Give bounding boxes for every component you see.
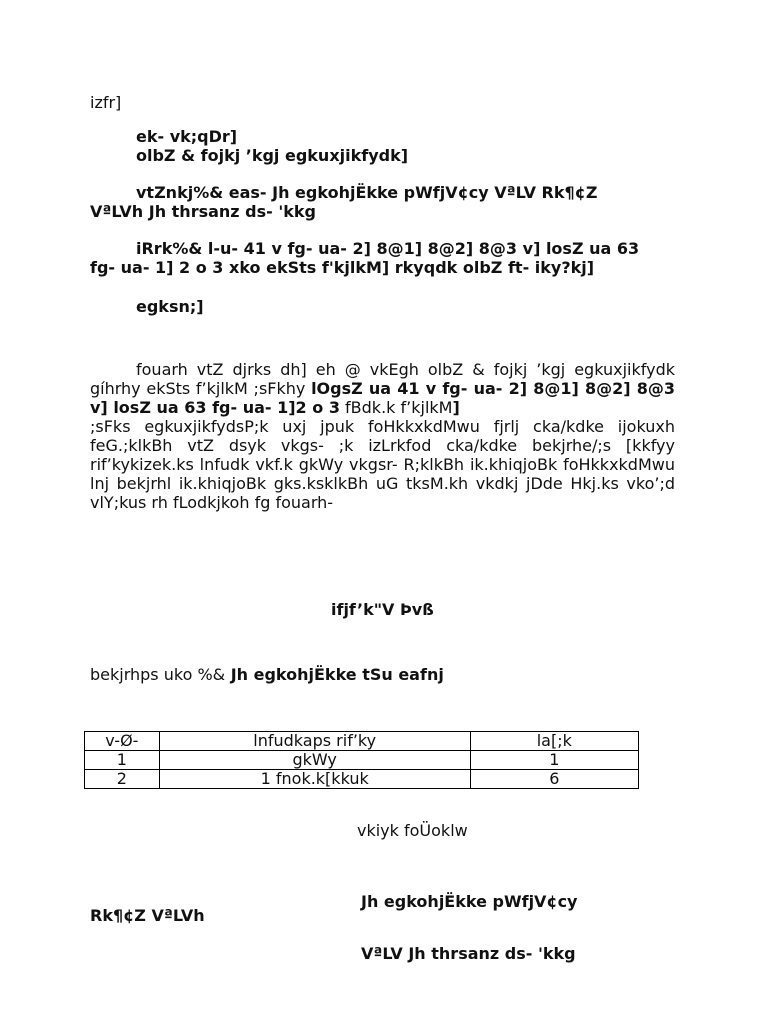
table-cell: 2 (85, 770, 160, 789)
applicant-label: vkiyk foÜoklw (357, 821, 468, 840)
sender-line-2: VªLVh Jh thrsanz ds- 'kkg (90, 202, 316, 221)
sender-line-1 (136, 183, 597, 202)
table-cell: 1 (470, 751, 638, 770)
table-header-row (85, 732, 639, 751)
body-part-3: ;sFks egkuxjikfydsP;k uxj jpuk foHkkxkdMwu fjrlj cka/kdke ijokuxh feG.;klkBh vtZ dsyk vkgs- ;k izLrkfod cka/kdke bekjrhe/;s [kkfyy rif’kykizek.ks lnfudk vkf.k gkWy vkgsr- R;klkBh ik.khiqjoBk foHkkxkdMwu lnj bekjrhl ik.khiqjoBk gks.ksklkBh uG tksM.kh vkdkj jDde Hkj.ks vko’;d vlY;kus rh fLodkjkoh fg fouarh- (90, 417, 675, 512)
table-row (85, 751, 639, 770)
table-cell: 1 fnok.k[kkuk (159, 770, 470, 789)
body-bold-1: lOgsZ ua 41 v fg- ua- 2] 8@1] 8@2] 8@3 v] losZ ua 63 fg- ua- 1]2 o 3 (90, 379, 675, 417)
recipient-line-1: ek- vk;qDr] (136, 127, 238, 146)
table-row (85, 770, 639, 789)
subject-text-1: l-u- 41 v fg- ua- 2] 8@1] 8@2] 8@3 v] losZ ua 63 (202, 239, 640, 258)
table-header-cell: la[;k (470, 732, 638, 751)
sender-text-1: eas- Jh egkohjËkke pWfjV¢cy VªLV Rk¶¢Z (223, 183, 598, 202)
subject-label: iRrk%& (136, 239, 203, 258)
building-label: bekjrhps uko %& (90, 665, 226, 684)
building-line (90, 665, 444, 684)
salutation: egksn;] (136, 297, 204, 316)
table-cell: 6 (470, 770, 638, 789)
subject-line-1 (136, 239, 639, 258)
annex-title: ifjf’k"V Þvß (331, 600, 434, 619)
body-bold-2: ] (452, 398, 460, 417)
building-name: Jh egkohjËkke tSu eafnj (225, 665, 444, 684)
sender-label: vtZnkj%& (136, 183, 224, 202)
table-header-cell: lnfudkaps rif’ky (159, 732, 470, 751)
body-paragraph (90, 360, 675, 512)
table-header-cell: v-Ø- (85, 732, 160, 751)
body-part-1: fouarh vtZ djrks dh] eh @ vkEgh olbZ & fojkj ’kgj egkuxjikfydk gíhrhy ekSts f’kjlkM ;sFkhy (90, 360, 675, 398)
trustee-name: VªLV Jh thrsanz ds- 'kkg (361, 944, 576, 963)
recipient-line-2: olbZ & fojkj ’kgj egkuxjikfydk] (136, 146, 409, 165)
subject-line-2: fg- ua- 1] 2 o 3 xko ekSts f'kjlkM] rkyqdk olbZ ft- iky?kj] (90, 258, 595, 277)
trust-title: Rk¶¢Z VªLVh (90, 906, 205, 925)
table-cell: 1 (85, 751, 160, 770)
org-name: Jh egkohjËkke pWfjV¢cy (361, 892, 578, 911)
table-cell: gkWy (159, 751, 470, 770)
header-label: izfr] (90, 93, 122, 112)
units-table (84, 731, 639, 789)
body-part-2: fBdk.k f’kjlkM (339, 398, 453, 417)
